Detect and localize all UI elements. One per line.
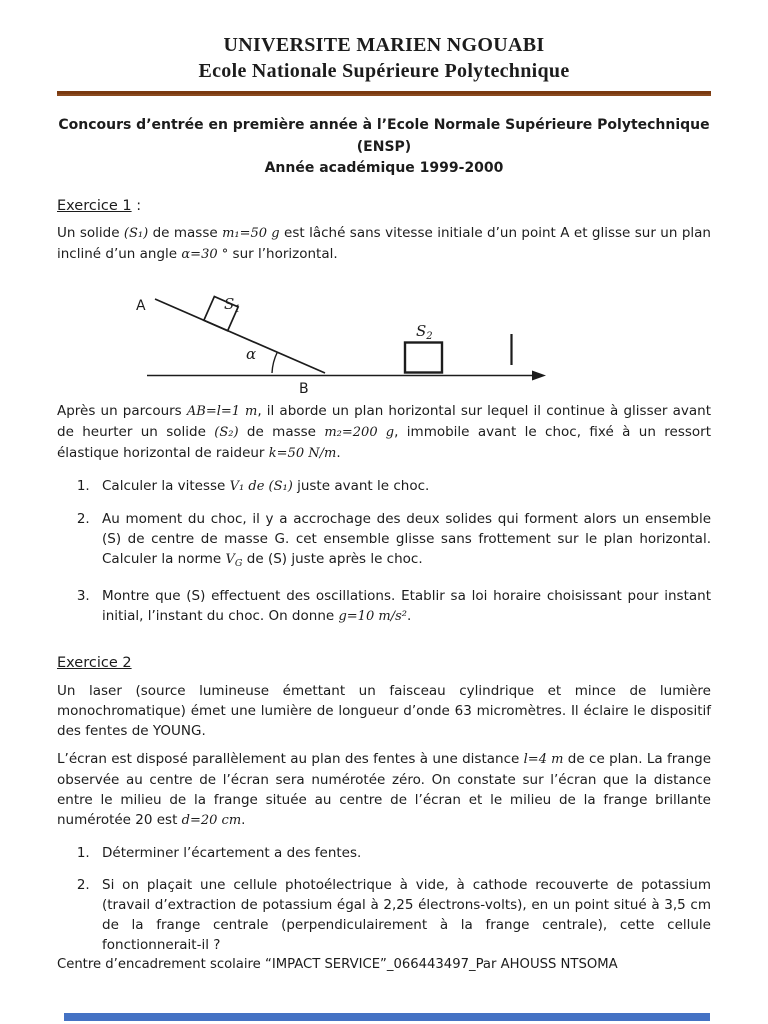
subtitle-line2: (ENSP) bbox=[356, 138, 412, 155]
exercise2-question-1: 1. Déterminer l’écartement a des fentes. bbox=[94, 843, 711, 863]
footer-credit: Centre d’encadrement scolaire “IMPACT SERVICE”_066443497_Par AHOUSS NTSOMA bbox=[57, 957, 618, 972]
label-alpha: α bbox=[246, 344, 257, 363]
math-vg-sub: G bbox=[234, 557, 243, 569]
math-m2: m₂=200 g bbox=[324, 424, 395, 440]
exercise2-question-2: 2. Si on plaçait une cellule photoélectrique à vide, à cathode recouverte de potassium (travail d’extraction de potassium égal à 2,25 électrons-volts), en un point situé à 3,5 cm de la frange centrale (perpendiculairement à la frange centrale), cette cellule fonctionnerait-il ? bbox=[94, 875, 711, 955]
exercise1-question-2: 2. Au moment du choc, il y a accrochage des deux solides qui forment alors un ensemble (S) de centre de masse G. cet ensemble glisse sans frottement sur le plan horizontal. Calculer la norme $V_G$ de (S) juste après le choc. bbox=[94, 509, 711, 574]
exercise1-intro-paragraph: Un solide (S₁) de masse m₁=50 g est lâché sans vitesse initiale d’un point A et glisse sur un plan incliné d’un angle α=30 ° sur l’horizontal. bbox=[57, 224, 711, 262]
inclined-plane-diagram bbox=[57, 281, 711, 395]
math-d: d=20 cm bbox=[181, 812, 242, 828]
exercise2-questions bbox=[57, 843, 711, 955]
exercise1-questions bbox=[57, 476, 711, 627]
math-s1: (S₁) bbox=[123, 225, 149, 241]
exercise1-heading: Exercice 1 : bbox=[57, 197, 142, 214]
university-name: UNIVERSITE MARIEN NGOUABI bbox=[223, 34, 545, 56]
math-l: l=4 m bbox=[523, 751, 564, 767]
math-s2: (S₂) bbox=[214, 424, 239, 440]
bottom-blue-bar bbox=[64, 1013, 710, 1021]
exercise1-after-paragraph: Après un parcours AB=l=1 m, il aborde un plan horizontal sur lequel il continue à glisser avant de heurter un solide (S₂) de masse m₂=200 g, immobile avant le choc, fixé à un ressort élastique horizontal de raideur k=50 N/m. bbox=[57, 402, 711, 461]
exercise2-paragraph1: Un laser (source lumineuse émettant un faisceau cylindrique et mince de lumière monochromatique) émet une lumière de longueur d’onde 63 micromètres. Il éclaire le dispositif des fentes de YOUNG. bbox=[57, 682, 711, 739]
exercise1-question-3: 3. Montre que (S) effectuent des oscillations. Etablir sa loi horaire choisissant pour instant initial, l’instant du choc. On donne g=10 m/s². bbox=[94, 586, 711, 627]
school-name: Ecole Nationale Supérieure Polytechnique bbox=[198, 60, 570, 82]
math-vg: V bbox=[225, 551, 235, 567]
exercise2-paragraph2: L’écran est disposé parallèlement au plan des fentes à une distance l=4 m de ce plan. La frange observée au centre de l’écran sera numérotée zéro. On constate sur l’écran que la distance entre le milieu de la frange située au centre de l’écran et le milieu de la frange brillante numérotée 20 est d=20 cm. bbox=[57, 750, 711, 828]
math-k: k=50 N/m bbox=[268, 445, 337, 461]
subtitle-line3: Année académique 1999-2000 bbox=[264, 160, 504, 176]
math-ab: AB=l=1 m bbox=[186, 403, 258, 419]
header-divider-rule bbox=[57, 91, 711, 96]
math-v1: V₁ de (S₁) bbox=[229, 478, 293, 494]
label-s2: $S_2$ bbox=[416, 321, 433, 342]
document-subtitle bbox=[57, 115, 711, 180]
ground-arrowhead bbox=[532, 370, 546, 380]
angle-arc bbox=[272, 352, 277, 373]
subtitle-line1: Concours d’entrée en première année à l’Ecole Normale Supérieure Polytechnique bbox=[58, 117, 710, 133]
block-s2 bbox=[405, 342, 442, 372]
exercise2-heading: Exercice 2 bbox=[57, 654, 132, 671]
label-point-b: B bbox=[299, 380, 309, 395]
label-s1: $S_1$ bbox=[224, 294, 241, 315]
exercise1-question-1: 1. Calculer la vitesse V₁ de (S₁) juste avant le choc. bbox=[94, 476, 711, 497]
math-m1: m₁=50 g bbox=[222, 225, 280, 241]
diagram-svg bbox=[0, 281, 768, 395]
math-alpha: α=30 ° bbox=[181, 246, 229, 262]
label-point-a: A bbox=[136, 297, 146, 314]
math-g: g=10 m/s² bbox=[338, 608, 407, 624]
